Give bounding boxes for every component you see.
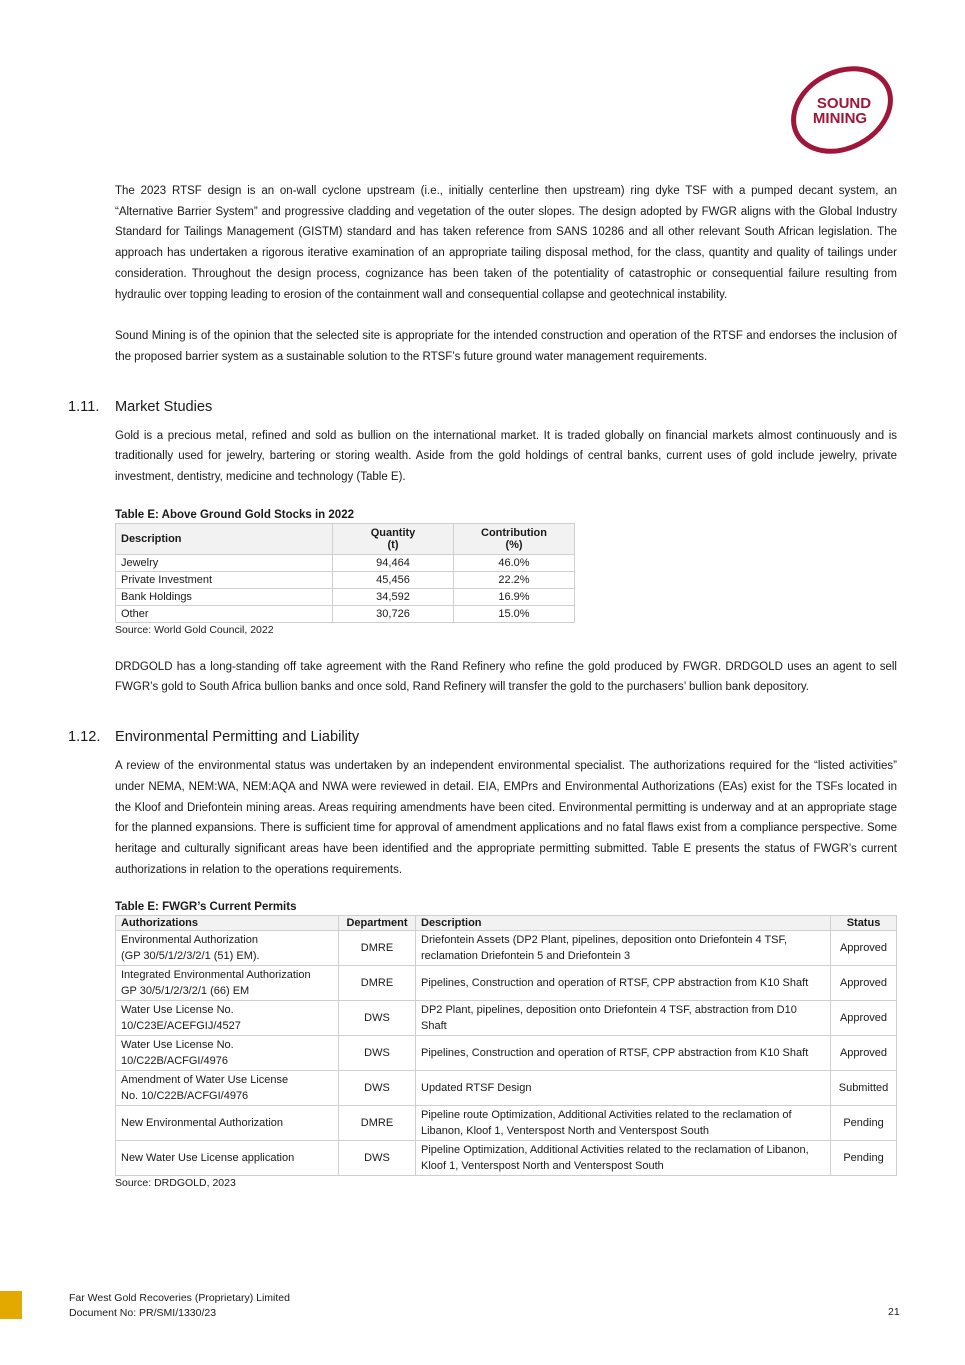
logo-line1: SOUND (816, 95, 872, 112)
table-row: Integrated Environmental Authorization GP 30/5/1/2/3/2/1 (66) EM DMRE Pipelines, Construction and operation of RTSF, CPP abstraction from K10 Shaft Approved (116, 966, 897, 1001)
table-row: Other 30,726 15.0% (116, 605, 575, 622)
paragraph-environmental-review: A review of the environmental status was undertaken by an independent environmental specialist. The authorizations required for the “listed activities” under NEMA, NEM:WA, NEM:AQA and NWA were reviewed in detail. EIA, EMPrs and Environmental Authorizations (EAs) exist for the TSFs located in the Kloof and Driefontein mining areas. Areas requiring amendments have been cited. Environmental permitting is underway and at an appropriate stage for the planned expansions. There is sufficient time for approval of amendment applications and no fatal flaws exist from a compliance perspective. Some heritage and culturally significant areas have been identified and the appropriate permitting submitted. Table E presents the status of FWGR’s current authorizations in relation to the operations requirements. (115, 760, 897, 876)
paragraph-sound-mining-opinion: Sound Mining is of the opinion that the selected site is appropriate for the intended construction and operation of the RTSF and endorses the inclusion of the proposed barrier system as a sustainable solution to the RTSF’s future ground water management requirements. (115, 330, 897, 363)
col-status: Status (831, 916, 897, 931)
section-heading-market-studies (68, 399, 897, 415)
page-content (68, 181, 897, 1210)
col-quantity: Quantity (t) (333, 523, 454, 554)
col-description: Description (416, 916, 831, 931)
table-row: Private Investment 45,456 22.2% (116, 571, 575, 588)
section-title: Environmental Permitting and Liability (115, 729, 360, 746)
section-number: 1.12. (68, 729, 101, 746)
table-source: Source: World Gold Council, 2022 (115, 623, 274, 636)
table-row: Amendment of Water Use License No. 10/C22B/ACFGI/4976 DWS Updated RTSF Design Submitted (116, 1071, 897, 1106)
footer (69, 1291, 290, 1321)
table-row: Water Use License No. 10/C23E/ACEFGIJ/4527 DWS DP2 Plant, pipelines, deposition onto Driefontein 4 TSF, abstraction from D10 Shaft Approved (116, 1001, 897, 1036)
gold-stocks-table (115, 523, 575, 623)
col-authorizations: Authorizations (116, 916, 339, 931)
col-description: Description (116, 523, 333, 554)
table-row: Environmental Authorization (GP 30/5/1/2/3/2/1 (51) EM). DMRE Driefontein Assets (DP2 Plant, pipelines, deposition onto Driefontein 4 TSF, reclamation Driefontein 5 and Driefontein 3 Approved (116, 931, 897, 966)
table-row: Bank Holdings 34,592 16.9% (116, 588, 575, 605)
table-row: Water Use License No. 10/C22B/ACFGI/4976 DWS Pipelines, Construction and operation of RTSF, CPP abstraction from K10 Shaft Approved (116, 1036, 897, 1071)
footer-accent-bar (0, 1291, 22, 1319)
table-row: New Environmental Authorization DMRE Pipeline route Optimization, Additional Activities related to the reclamation of Libanon, Kloof 1, Venterspost North and Venterspost South Pending (116, 1106, 897, 1141)
logo-line2: MINING (812, 110, 868, 127)
table-caption-permits: Table E: FWGR’s Current Permits (115, 901, 297, 914)
table-row: New Water Use License application DWS Pipeline Optimization, Additional Activities related to the reclamation of Libanon, Kloof 1, Venterspost North and Venterspost South Pending (116, 1141, 897, 1176)
table-row: Jewelry 94,464 46.0% (116, 554, 575, 571)
paragraph-rtsf-design: The 2023 RTSF design is an on-wall cyclone upstream (i.e., initially centerline then upstream) ring dyke TSF with a pumped decant system, an “Alternative Barrier System” and progressive cladding and vegetation of the outer slopes. The design adopted by FWGR aligns with the Global Industry Standard for Tailings Management (GISTM) standard and has taken reference from SANS 10286 and all other relevant South African legislation. The approach has undertaken a rigorous iterative examination of an appropriate tailing disposal method, for the class, quantity and quality of tailings under consideration. Throughout the design process, cognizance has been taken of the potentiality of catastrophic or consequential failure resulting from hydraulic over topping leading to erosion of the containment wall and consequential collapse and geotechnical instability. (115, 185, 897, 301)
col-contribution: Contribution (%) (454, 523, 575, 554)
footer-document-number: Document No: PR/SMI/1330/23 (69, 1307, 217, 1319)
permits-table (115, 915, 897, 1176)
paragraph-offtake: DRDGOLD has a long-standing off take agreement with the Rand Refinery who refine the gold produced by FWGR. DRDGOLD uses an agent to sell FWGR’s gold to South Africa bullion banks and once sold, Rand Refinery will transfer the gold to the purchasers’ bullion bank depository. (115, 660, 897, 694)
table-caption-gold-stocks: Table E: Above Ground Gold Stocks in 2022 (115, 508, 354, 521)
section-number: 1.11. (68, 398, 100, 415)
col-department: Department (339, 916, 416, 931)
section-heading-environmental (68, 729, 897, 745)
paragraph-gold-market: Gold is a precious metal, refined and sold as bullion on the international market. It is traded globally on financial markets almost continuously and is traditionally used for jewelry, bartering or storing wealth. Aside from the gold holdings of central banks, current uses of gold include jewelry, private investment, dentistry, medicine and technology (Table E). (115, 429, 897, 484)
page-number: 21 (888, 1306, 900, 1318)
table-source: Source: DRDGOLD, 2023 (115, 1177, 236, 1190)
sound-mining-logo (784, 64, 902, 160)
section-title: Market Studies (115, 398, 213, 415)
footer-company: Far West Gold Recoveries (Proprietary) Limited (69, 1292, 290, 1304)
